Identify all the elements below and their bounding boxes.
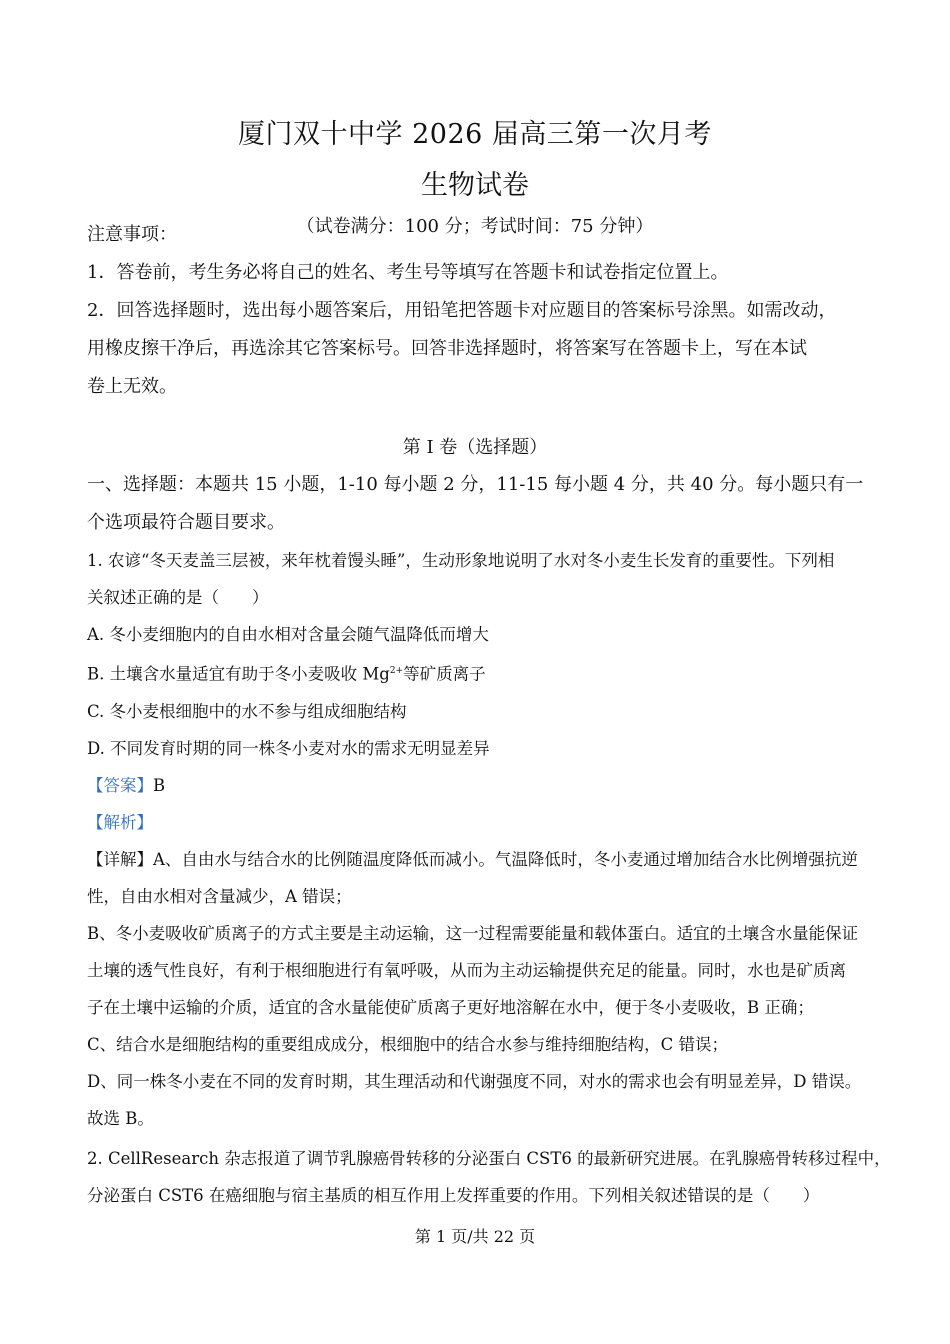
instruction-line-1: 一、选择题：本题共 15 小题，1-10 每小题 2 分，11-15 每小题 4 分，共 40 分。每小题只有一 bbox=[87, 474, 864, 495]
q1-detail-line-3: B、冬小麦吸收矿质离子的方式主要是主动运输，这一过程需要能量和载体蛋白。适宜的土壤含水量能保证 bbox=[87, 923, 859, 943]
q1-detail-line-5: 子在土壤中运输的介质，适宜的含水量能使矿质离子更好地溶解在水中，便于冬小麦吸收，B 正确； bbox=[87, 997, 814, 1017]
subject-title: 生物试卷 bbox=[421, 170, 529, 201]
q1-stem-line-2: 关叙述正确的是（ ） bbox=[87, 588, 269, 607]
instruction-line-2: 个选项最符合题目要求。 bbox=[87, 512, 285, 533]
q1-option-a: A. 冬小麦细胞内的自由水相对含量会随气温降低而增大 bbox=[87, 625, 489, 644]
section-title: 第 I 卷（选择题） bbox=[402, 437, 548, 458]
q2-stem-line-1: 2. CellResearch 杂志报道了调节乳腺癌骨转移的分泌蛋白 CST6 的最新研究进展。在乳腺癌骨转移过程中， bbox=[87, 1149, 891, 1168]
q1-option-b-suffix: 等矿质离子 bbox=[403, 664, 486, 684]
q1-detail-line-8: 故选 B。 bbox=[87, 1108, 154, 1128]
answer-tag: 【答案】 bbox=[87, 775, 153, 795]
q2-stem-line-2: 分泌蛋白 CST6 在癌细胞与宿主基质的相互作用上发挥重要的作用。下列相关叙述错误的是（ ） bbox=[87, 1186, 820, 1205]
question-1 bbox=[87, 542, 877, 1137]
q1-detail-line-7: D、同一株冬小麦在不同的发育时期，其生理活动和代谢强度不同，对水的需求也会有明显差异，D 错误。 bbox=[87, 1071, 862, 1091]
notes-block bbox=[87, 216, 877, 406]
q1-answer bbox=[87, 767, 877, 804]
note-item-2-line-2: 用橡皮擦干净后，再选涂其它答案标号。回答非选择题时，将答案写在答题卡上，写在本试 bbox=[87, 338, 807, 359]
q1-stem-line-1: 1. 农谚“冬天麦盖三层被，来年枕着馒头睡”，生动形象地说明了水对冬小麦生长发育的重要性。下列相 bbox=[87, 551, 835, 570]
question-2 bbox=[87, 1140, 891, 1214]
exam-info: （试卷满分：100 分；考试时间：75 分钟） bbox=[296, 216, 654, 237]
notes-heading: 注意事项： bbox=[87, 224, 177, 245]
answer-value: B bbox=[153, 775, 166, 795]
q1-option-d: D. 不同发育时期的同一株冬小麦对水的需求无明显差异 bbox=[87, 738, 490, 758]
note-item-2-line-1: 2．回答选择题时，选出每小题答案后，用铅笔把答题卡对应题目的答案标号涂黑。如需改动， bbox=[87, 300, 837, 321]
detail-tag: 【详解】 bbox=[87, 849, 153, 869]
q1-option-b-superscript: 2+ bbox=[389, 666, 404, 676]
note-item-2-line-3: 卷上无效。 bbox=[87, 376, 177, 397]
detail-text: A、自由水与结合水的比例随温度降低而减小。气温降低时，冬小麦通过增加结合水比例增强抗逆 bbox=[153, 849, 858, 869]
q1-detail-line-4: 土壤的透气性良好，有利于根细胞进行有氧呼吸，从而为主动运输提供充足的能量。同时，水也是矿质离 bbox=[87, 960, 846, 980]
section-instruction bbox=[87, 466, 877, 542]
q1-option-b-text: B. 土壤含水量适宜有助于冬小麦吸收 Mg bbox=[87, 664, 390, 684]
q1-detail-line-2: 性，自由水相对含量减少，A 错误； bbox=[87, 886, 352, 906]
page-number: 第 1 页/共 22 页 bbox=[414, 1227, 536, 1246]
exam-title: 厦门双十中学 2026 届高三第一次月考 bbox=[238, 119, 712, 150]
q1-detail-line-6: C、结合水是细胞结构的重要组成成分，根细胞中的结合水参与维持细胞结构，C 错误； bbox=[87, 1034, 728, 1054]
q1-detail-line-1 bbox=[87, 841, 877, 878]
analysis-tag: 【解析】 bbox=[87, 812, 153, 832]
note-item-1: 1．答卷前，考生务必将自己的姓名、考生号等填写在答题卡和试卷指定位置上。 bbox=[87, 262, 729, 283]
q1-option-b bbox=[87, 653, 877, 693]
q1-option-c: C. 冬小麦根细胞中的水不参与组成细胞结构 bbox=[87, 701, 407, 721]
